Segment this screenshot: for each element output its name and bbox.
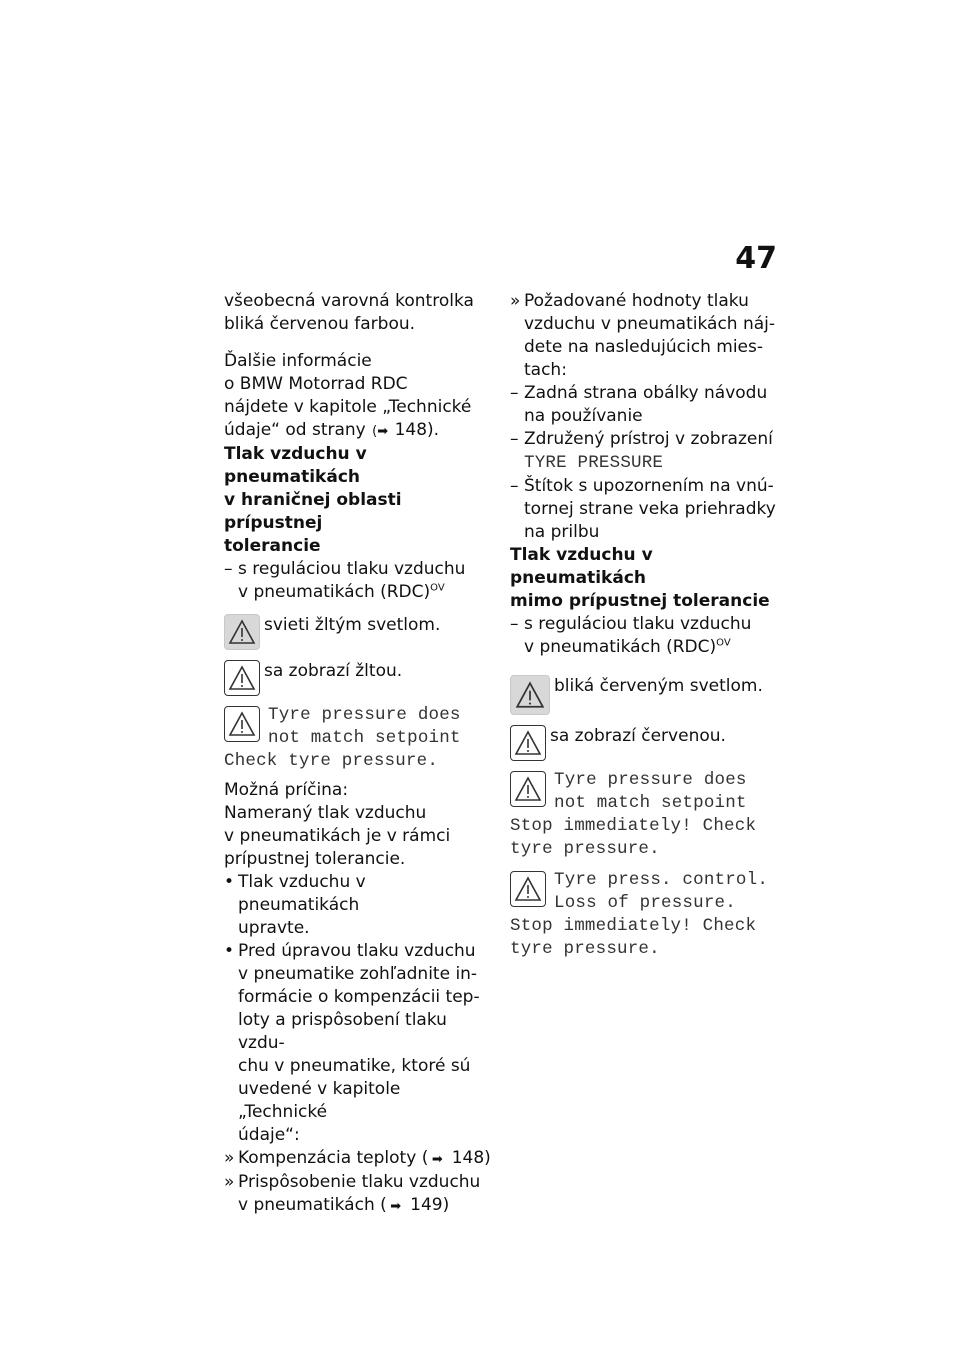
arrow-right-icon[interactable]: ➡: [431, 1152, 443, 1167]
left-column: [224, 290, 492, 1218]
intro-text: všeobecná varovná kontrolka bliká červenou farbou.: [224, 291, 474, 334]
location-item: – Združený prístroj v zobrazení TYRE PRESSURE: [510, 429, 773, 473]
warning-triangle-icon: [224, 660, 260, 696]
arrow-right-icon[interactable]: ➡: [390, 1199, 402, 1214]
warning-triangle-icon: [510, 675, 550, 715]
display-message: Tyre pressure does not match setpoint Check tyre pressure.: [224, 705, 461, 771]
warning-lamp-row: bliká červeným svetlom.: [510, 673, 780, 715]
display-message: Tyre pressure does not match setpoint Stop immediately! Check tyre pressure.: [510, 770, 757, 859]
display-message: Tyre press. control. Loss of pressure. Stop immediately! Check tyre pressure.: [510, 870, 769, 959]
warning-triangle-icon: [510, 771, 546, 807]
info-text: Ďalšie informácie o BMW Motorrad RDC nájdete v kapitole „Technické údaje“ od strany (➡ 148).: [224, 350, 492, 443]
bullet-item: • Tlak vzduchu v pneumatikách upravte.: [224, 872, 366, 938]
reference-item: » Prispôsobenie tlaku vzduchu v pneumatikách ( ➡ 149): [224, 1171, 492, 1218]
reference-item: » Kompenzácia teploty ( ➡ 148): [224, 1147, 492, 1171]
xref-page[interactable]: 148).: [394, 420, 440, 440]
location-item: – Štítok s upozornením na vnú- tornej strane veka priehradky na prilbu: [510, 476, 776, 542]
reference-item: » Požadované hodnoty tlaku vzduchu v pneumatikách náj- dete na nasledujúcich mies- tach:: [510, 291, 776, 380]
section-heading: Tlak vzduchu v pneumatikách mimo prípustnej tolerancie: [510, 545, 770, 611]
warning-triangle-icon: [224, 614, 260, 650]
warning-triangle-icon: [224, 706, 260, 742]
warning-display-row: sa zobrazí žltou.: [224, 658, 492, 696]
warning-lamp-row: svieti žltým svetlom.: [224, 612, 492, 650]
section-heading: Tlak vzduchu v pneumatikách v hraničnej oblasti prípustnej tolerancie: [224, 444, 402, 556]
warning-triangle-icon: [510, 871, 546, 907]
right-column: [510, 290, 780, 961]
bullet-item: • Pred úpravou tlaku vzduchu v pneumatike zohľadnite in- formácie o kompenzácii tep- loty a prispôsobení tlaku vzdu- chu v pneumatike, ktoré sú uvedené v kapitole „Technické údaje“:: [224, 941, 480, 1145]
xref-page[interactable]: 149): [410, 1195, 450, 1215]
condition-item: – s reguláciou tlaku vzduchu v pneumatikách (RDC)$^{OV}$: [510, 614, 752, 657]
xref-page[interactable]: 148): [451, 1148, 491, 1168]
arrow-right-icon[interactable]: (➡: [372, 424, 389, 439]
warning-triangle-icon: [510, 725, 546, 761]
cause-text: Možná príčina: Nameraný tlak vzduchu v pneumatikách je v rámci prípustnej tolerancie.: [224, 780, 451, 869]
page-number: 47: [735, 241, 777, 276]
condition-item: – s reguláciou tlaku vzduchu v pneumatikách (RDC)$^{OV}$: [224, 559, 466, 602]
warning-display-row: sa zobrazí červenou.: [510, 723, 780, 761]
location-item: – Zadná strana obálky návodu na používanie: [510, 383, 768, 426]
